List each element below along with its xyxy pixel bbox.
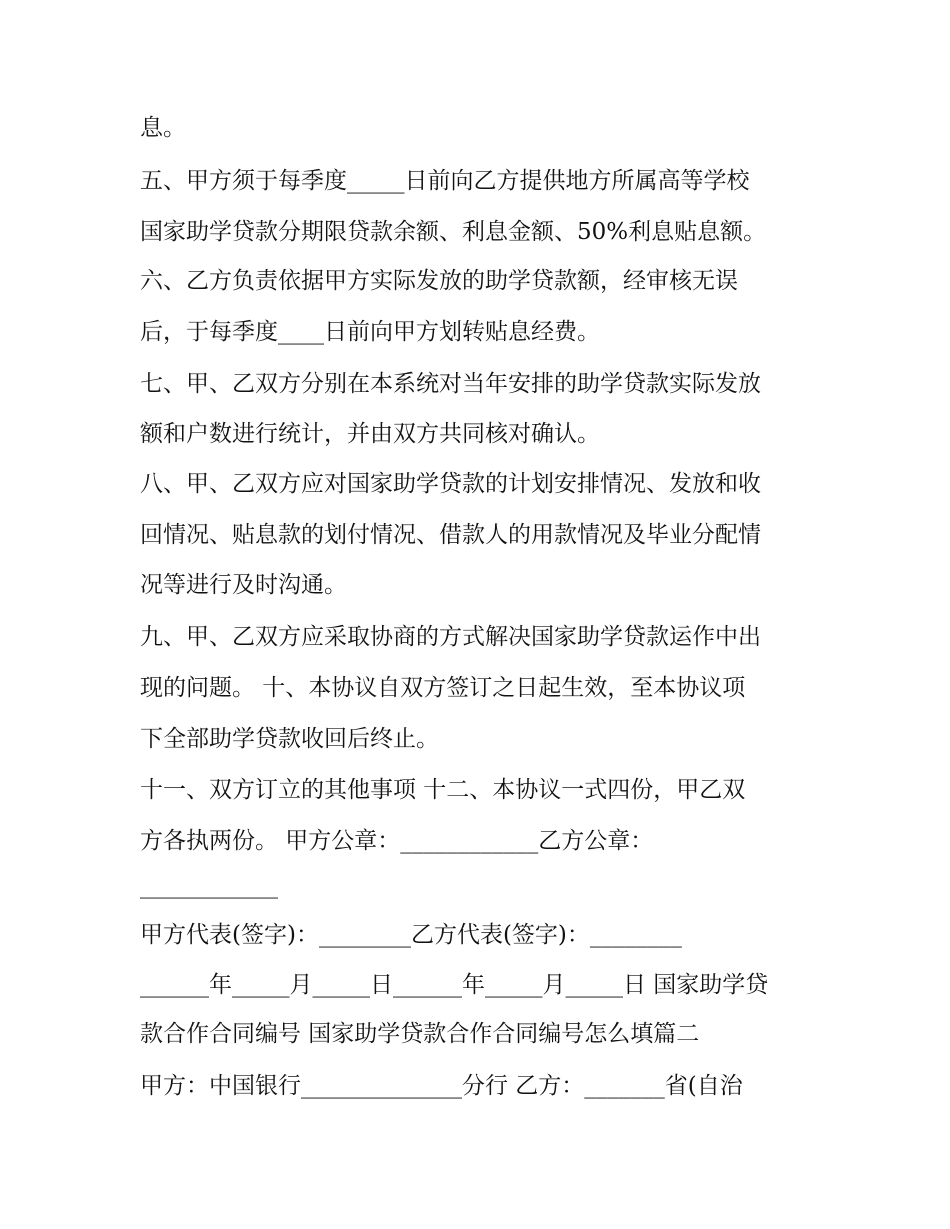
text-line: 甲方：中国银行______________分行 乙方：_______省(自治 xyxy=(140,1073,743,1099)
text-line: 甲方代表(签字)：________乙方代表(签字)：________ xyxy=(140,922,682,948)
text-line: 现的问题。 十、本协议自双方签订之日起生效，至本协议项 xyxy=(140,675,746,701)
text-line: 九、甲、乙双方应采取协商的方式解决国家助学贷款运作中出 xyxy=(140,624,761,650)
text-line: 款合作合同编号 国家助学贷款合作合同编号怎么填篇二 xyxy=(140,1021,700,1047)
text-line: ______年_____月_____日______年_____月_____日 国家助学贷 xyxy=(140,972,769,998)
text-line: 国家助学贷款分期限贷款余额、利息金额、50%利息贴息额。 xyxy=(140,219,767,245)
text-line: 下全部助学贷款收回后终止。 xyxy=(140,726,439,752)
text-line: 八、甲、乙双方应对国家助学贷款的计划安排情况、发放和收 xyxy=(140,471,761,497)
text-line: 方各执两份。 甲方公章：____________乙方公章： xyxy=(140,828,654,854)
text-line: 后，于每季度____日前向甲方划转贴息经费。 xyxy=(140,319,600,345)
text-line: ____________ xyxy=(140,873,278,899)
text-line: 回情况、贴息款的划付情况、借款人的用款情况及毕业分配情 xyxy=(140,522,761,548)
text-line: 额和户数进行统计，并由双方共同核对确认。 xyxy=(140,421,600,447)
text-line: 况等进行及时沟通。 xyxy=(140,572,347,598)
text-line: 息。 xyxy=(140,115,186,141)
text-line: 十一、双方订立的其他事项 十二、本协议一式四份，甲乙双 xyxy=(140,777,746,803)
text-line: 七、甲、乙双方分别在本系统对当年安排的助学贷款实际发放 xyxy=(140,371,761,397)
text-line: 六、乙方负责依据甲方实际发放的助学贷款额，经审核无误 xyxy=(140,268,738,294)
text-line: 五、甲方须于每季度_____日前向乙方提供地方所属高等学校 xyxy=(140,168,750,194)
